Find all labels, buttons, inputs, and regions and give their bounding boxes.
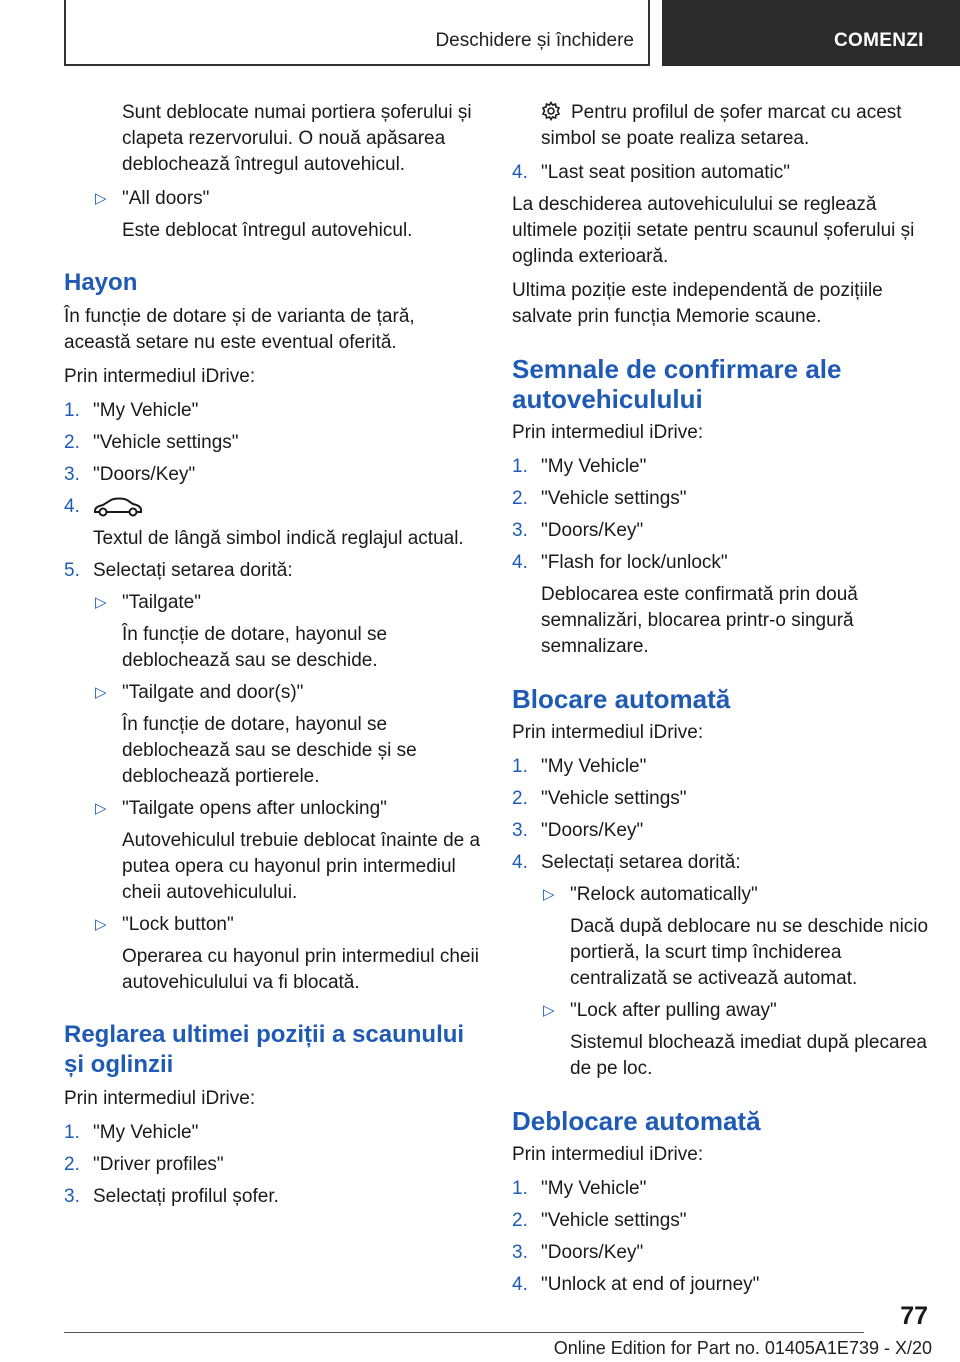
- list-item: 2. "Vehicle settings": [512, 1210, 687, 1231]
- confirm-via: Prin intermediul iDrive:: [512, 422, 704, 443]
- footer-divider: [64, 1332, 864, 1333]
- tailgate-options: [93, 590, 484, 996]
- list-item: 1. "My Vehicle": [512, 456, 647, 477]
- list-item: ▷ "Tailgate" În funcție de dotare, hayonul se deblochează sau se deschide.: [95, 592, 388, 671]
- triangle-bullet-icon: ▷: [95, 684, 107, 701]
- autounlock-heading: Deblocare automată: [512, 1106, 761, 1136]
- list-item: 4. "Last seat position automatic": [512, 162, 791, 183]
- list-item: [93, 186, 484, 244]
- triangle-bullet-icon: ▷: [543, 1002, 555, 1019]
- option-desc: Este deblocat întregul autovehicul.: [122, 220, 413, 241]
- list-item: 1. "My Vehicle": [512, 1178, 647, 1199]
- list-item: 4. Textul de lângă simbol indică reglajul actual.: [64, 496, 464, 549]
- list-item: 3. "Doors/Key": [64, 464, 196, 485]
- gear-icon: [541, 101, 561, 121]
- autolock-heading: Blocare automată: [512, 684, 731, 714]
- list-item: 2. "Vehicle settings": [64, 432, 239, 453]
- intro-text: Sunt deblocate numai portiera șoferului și clapeta rezervorului. O nouă apăsarea deblochează întregul autovehicul.: [122, 102, 472, 175]
- autolock-steps: [512, 754, 932, 1082]
- list-item: ▷ "Lock after pulling away" Sistemul blochează imediat după plecarea de pe loc.: [543, 1000, 927, 1079]
- autolock-via: Prin intermediul iDrive:: [512, 722, 704, 743]
- section-title: Deschidere și închidere: [435, 30, 634, 51]
- hayon-heading: Hayon: [64, 269, 138, 296]
- chapter-tab: [662, 0, 960, 66]
- seat-steps: [64, 1120, 484, 1210]
- triangle-bullet-icon: ▷: [95, 190, 107, 207]
- autolock-options: [541, 882, 932, 1082]
- list-item: 4. "Unlock at end of journey": [512, 1274, 760, 1295]
- car-tailgate-icon: [93, 495, 143, 519]
- triangle-bullet-icon: ▷: [95, 594, 107, 611]
- triangle-bullet-icon: ▷: [543, 886, 555, 903]
- list-item: 2. "Vehicle settings": [512, 788, 687, 809]
- list-item: ▷ "Tailgate and door(s)" În funcție de dotare, hayonul se deblochează sau se deschide și se deblochează portierele.: [95, 682, 417, 787]
- seat-via: Prin intermediul iDrive:: [64, 1088, 256, 1109]
- seat-steps-cont: [512, 160, 932, 186]
- confirm-heading: Semnale de confirmare ale autovehiculului: [512, 354, 842, 414]
- list-item: 2. "Vehicle settings": [512, 488, 687, 509]
- page-number: 77: [900, 1302, 928, 1330]
- triangle-bullet-icon: ▷: [95, 916, 107, 933]
- profile-note: Pentru profilul de șofer marcat cu acest simbol se poate realiza setarea.: [541, 102, 902, 149]
- list-item: 3. "Doors/Key": [512, 1242, 644, 1263]
- seat-heading: Reglarea ultimei poziții a scaunului și oglinzii: [64, 1021, 465, 1078]
- edition-note: Online Edition for Part no. 01405A1E739 - X/20: [553, 1338, 932, 1358]
- list-item: 3. Selectați profilul șofer.: [64, 1186, 279, 1207]
- list-item: 1. "My Vehicle": [512, 756, 647, 777]
- triangle-bullet-icon: ▷: [95, 800, 107, 817]
- list-item: ▷ "Lock button" Operarea cu hayonul prin intermediul cheii autovehiculului va fi blocată.: [95, 914, 479, 993]
- right-column: [512, 100, 932, 1304]
- autounlock-steps: [512, 1176, 932, 1298]
- list-item: 1. "My Vehicle": [64, 1122, 199, 1143]
- seat-para-2: Ultima poziție este independentă de pozițiile salvate prin funcția Memorie scaune.: [512, 280, 883, 327]
- hayon-steps: [64, 398, 484, 996]
- doors-option-list: [93, 186, 484, 244]
- autounlock-via: Prin intermediul iDrive:: [512, 1144, 704, 1165]
- list-item: 1. "My Vehicle": [64, 400, 199, 421]
- list-item: 3. "Doors/Key": [512, 520, 644, 541]
- seat-para-1: La deschiderea autovehiculului se reglează ultimele poziții setate pentru scaunul șoferului și oglinda exterioară.: [512, 194, 915, 267]
- chapter-title: COMENZI: [834, 30, 924, 51]
- list-item: 3. "Doors/Key": [512, 820, 644, 841]
- left-column: [64, 100, 484, 1216]
- hayon-note: În funcție de dotare și de varianta de țară, această setare nu este eventual oferită.: [64, 306, 415, 353]
- header-frame: [64, 0, 650, 66]
- list-item: 2. "Driver profiles": [64, 1154, 224, 1175]
- list-item: 4. Selectați setarea dorită: ▷ "Relock automatically" Dacă după deblocare nu se deschide nicio portieră, la scurt timp închiderea centralizată se activează automat. ▷ "Lock after pulling away" Sistemul blochează imediat după plecarea de pe loc.: [512, 850, 932, 1082]
- confirm-steps: [512, 454, 932, 660]
- option-label: "All doors": [122, 188, 210, 209]
- hayon-via: Prin intermediul iDrive:: [64, 366, 256, 387]
- list-item: 4. "Flash for lock/unlock" Deblocarea este confirmată prin două semnalizări, blocarea printr-o singură semnalizare.: [512, 552, 858, 657]
- list-item: ▷ "Relock automatically" Dacă după deblocare nu se deschide nicio portieră, la scurt timp închiderea centralizată se activează automat.: [543, 884, 929, 989]
- list-item: 5. Selectați setarea dorită: ▷ "Tailgate" În funcție de dotare, hayonul se deblochează sau se deschide. ▷ "Tailgate and door(s)" În funcție de dotare, hayonul se deblochează sau se deschide și se deblochează portierele. ▷ "Tailgate opens after unlocking" Autovehiculul trebuie deblocat înainte de a putea opera cu hayonul prin intermediul cheii autovehiculului. ▷ "Lock button" Operarea cu hayonul prin intermediul cheii autovehiculului va fi blocată.: [64, 558, 484, 996]
- list-item: ▷ "Tailgate opens after unlocking" Autovehiculul trebuie deblocat înainte de a putea opera cu hayonul prin intermediul cheii autovehiculului.: [95, 798, 481, 903]
